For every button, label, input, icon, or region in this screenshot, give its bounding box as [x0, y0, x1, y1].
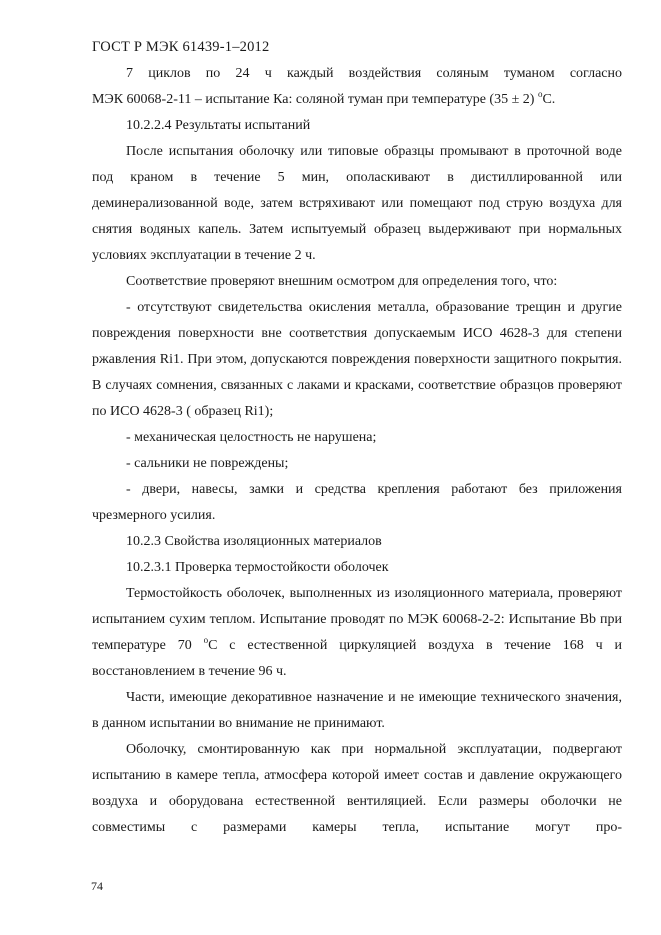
- degree-superscript: о: [537, 89, 543, 99]
- celsius-text: С.: [542, 92, 556, 107]
- paragraph-dry-heat-test: [92, 581, 622, 685]
- section-heading-10-2-3-1: 10.2.3.1 Проверка термостойкости оболочек: [126, 560, 389, 575]
- document-body: [92, 61, 622, 841]
- paragraph-no-oxidation: - отсутствуют свидетельства окисления металла, образование трещин и другие повреждения поверхности вне соответствия допускаемым ИСО 4628-3 для степени ржавления Ri1. При этом, допускаются повреждения поверхности защитного покрытия. В случаях сомнения, связанных с лаками и красками, соответствие образцов проверяют по ИСО 4628-3 ( образец Ri1);: [92, 300, 622, 419]
- dry-heat-text: Термостойкость оболочек, выполненных из изоляционного материала, проверяют испытанием сухим теплом. Испытание проводят по МЭК 60068-2-2: Испытание Bb при температуре 70: [92, 586, 622, 653]
- paragraph-rinsing-procedure: После испытания оболочку или типовые образцы промывают в проточной воде под краном в течение 5 мин, ополаскивают в дистиллированной или деминерализованной воде, затем встряхивают или помещают под струю воздуха для снятия водяных капель. Затем испытуемый образец выдерживают при нормальных условиях эксплуатации в течение 2 ч.: [92, 144, 622, 263]
- section-heading-10-2-3: 10.2.3 Свойства изоляционных материалов: [126, 534, 382, 549]
- degree-superscript: о: [203, 635, 209, 645]
- list-item-mechanical-integrity: - механическая целостность не нарушена;: [126, 430, 377, 445]
- list-item-doors-hinges: - двери, навесы, замки и средства крепления работают без приложения чрезмерного усилия.: [92, 482, 622, 523]
- paragraph-salt-mist-cycles-line1: 7 циклов по 24 ч каждый воздействия соляным туманом согласно: [126, 66, 622, 81]
- section-heading-10-2-2-4: 10.2.2.4 Результаты испытаний: [126, 118, 311, 133]
- paragraph-visual-inspection: Соответствие проверяют внешним осмотром для определения того, что:: [126, 274, 558, 289]
- paragraph-heat-chamber: Оболочку, смонтированную как при нормальной эксплуатации, подвергают испытанию в камере тепла, атмосфера которой имеет состав и давление окружающего воздуха и оборудована естественной вентиляцией. Если размеры оболочки не совместимы с размерами камеры тепла, испытание могут про-: [92, 742, 622, 835]
- salt-mist-text: МЭК 60068-2-11 – испытание Ка: соляной туман при температуре (35 ± 2): [92, 92, 538, 107]
- paragraph-decorative-parts: Части, имеющие декоративное назначение и не имеющие технического значения, в данном испытании во внимание не принимают.: [92, 690, 622, 731]
- dry-heat-text-cont: С с естественной циркуляцией воздуха в течение 168 ч и восстановлением в течение 96 ч.: [92, 638, 622, 679]
- list-item-glands: - сальники не повреждены;: [126, 456, 289, 471]
- paragraph-salt-mist-cycles-line2: [92, 87, 622, 113]
- page-number: 74: [91, 879, 103, 893]
- standard-header: ГОСТ Р МЭК 61439-1–2012: [92, 39, 270, 55]
